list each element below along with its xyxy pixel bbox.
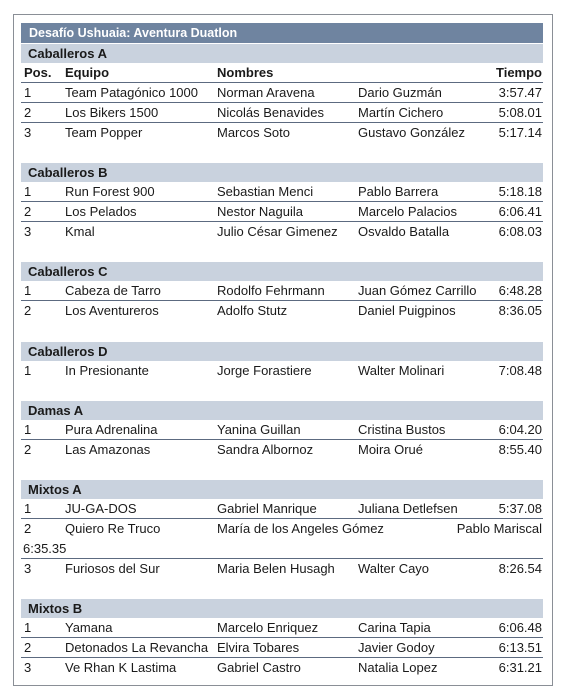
- row-pos: 3: [24, 224, 32, 239]
- row-team: Quiero Re Truco: [65, 521, 161, 536]
- row-name-2: Martín Cichero: [358, 105, 444, 120]
- section-heading: Mixtos A: [21, 480, 543, 499]
- section-heading: Caballeros A: [21, 44, 543, 63]
- section-heading: Caballeros C: [21, 262, 543, 281]
- table-row: [21, 559, 543, 579]
- row-team: Kmal: [65, 224, 95, 239]
- row-time: 5:37.08: [498, 501, 542, 516]
- row-name-2: Pablo Barrera: [358, 184, 439, 199]
- row-pos: 1: [24, 283, 32, 298]
- row-name-2: Juliana Detlefsen: [358, 501, 458, 516]
- row-pos: 2: [24, 521, 32, 536]
- header-time: Tiempo: [496, 65, 542, 80]
- row-name-2: Juan Gómez Carrillo: [358, 283, 477, 298]
- row-pos: 1: [24, 501, 32, 516]
- table-row: [21, 638, 543, 658]
- row-pos: 3: [24, 125, 32, 140]
- row-time: 5:18.18: [498, 184, 542, 199]
- row-team: Cabeza de Tarro: [65, 283, 161, 298]
- table-row: [21, 361, 543, 381]
- section-heading: Caballeros D: [21, 342, 543, 361]
- table-row: [21, 499, 543, 519]
- row-name-1: Yanina Guillan: [217, 422, 301, 437]
- row-time: 6:06.48: [498, 620, 542, 635]
- section-heading: Damas A: [21, 401, 543, 420]
- row-time: 5:17.14: [498, 125, 542, 140]
- row-time: 7:08.48: [498, 363, 542, 378]
- table-row: [21, 658, 543, 678]
- row-pos: 1: [24, 620, 32, 635]
- row-name-2: Walter Cayo: [358, 561, 430, 576]
- row-time: 8:36.05: [498, 303, 542, 318]
- table-row: [21, 182, 543, 202]
- row-name-2: Walter Molinari: [358, 363, 445, 378]
- row-name-1: Maria Belen Husagh: [217, 561, 335, 576]
- table-row: [21, 301, 543, 321]
- table-row: [21, 202, 543, 222]
- table-row: [21, 281, 543, 301]
- row-name-1: Norman Aravena: [217, 85, 315, 100]
- row-name-2: Osvaldo Batalla: [358, 224, 450, 239]
- row-pos: 2: [24, 105, 32, 120]
- row-name-1: Sebastian Menci: [217, 184, 314, 199]
- row-team: Team Popper: [65, 125, 143, 140]
- row-time: 6:13.51: [498, 640, 542, 655]
- row-name-1: Adolfo Stutz: [217, 303, 288, 318]
- header-team: Equipo: [65, 65, 110, 80]
- row-pos: 1: [24, 422, 32, 437]
- table-row: [21, 420, 543, 440]
- row-team: JU-GA-DOS: [65, 501, 137, 516]
- row-name-1: Gabriel Manrique: [217, 501, 317, 516]
- row-time: 6:08.03: [498, 224, 542, 239]
- row-name-2: Gustavo González: [358, 125, 465, 140]
- row-name-2: Pablo Mariscal: [456, 521, 542, 536]
- row-pos: 2: [24, 303, 32, 318]
- table-row: [21, 83, 543, 103]
- row-name-1: Julio César Gimenez: [217, 224, 338, 239]
- header-names: Nombres: [217, 65, 274, 80]
- row-team: Los Bikers 1500: [65, 105, 159, 120]
- header-pos: Pos.: [24, 65, 52, 80]
- row-team: In Presionante: [65, 363, 149, 378]
- row-pos: 1: [24, 184, 32, 199]
- row-time: 6:35.35: [23, 541, 67, 556]
- row-pos: 3: [24, 561, 32, 576]
- section-heading: Caballeros B: [21, 163, 543, 182]
- row-team: Ve Rhan K Lastima: [65, 660, 177, 675]
- row-name-2: Carina Tapia: [358, 620, 431, 635]
- row-name-1: Elvira Tobares: [217, 640, 300, 655]
- row-name-1: Jorge Forastiere: [217, 363, 312, 378]
- row-team: Pura Adrenalina: [65, 422, 158, 437]
- row-name-1: Nestor Naguila: [217, 204, 303, 219]
- row-pos: 2: [24, 204, 32, 219]
- row-name-2: Daniel Puigpinos: [358, 303, 456, 318]
- row-team: Run Forest 900: [65, 184, 155, 199]
- row-team: Los Aventureros: [65, 303, 159, 318]
- row-name-1: Rodolfo Fehrmann: [217, 283, 325, 298]
- row-name-2: Javier Godoy: [358, 640, 435, 655]
- row-name-2: Cristina Bustos: [358, 422, 446, 437]
- section-heading: Mixtos B: [21, 599, 543, 618]
- row-name-1: Marcelo Enriquez: [217, 620, 319, 635]
- row-pos: 2: [24, 442, 32, 457]
- row-team: Team Patagónico 1000: [65, 85, 198, 100]
- row-time: 3:57.47: [498, 85, 542, 100]
- row-time: 5:08.01: [498, 105, 542, 120]
- table-row: [21, 618, 543, 638]
- row-team: Yamana: [65, 620, 113, 635]
- row-team: Las Amazonas: [65, 442, 151, 457]
- row-name-2: Natalia Lopez: [358, 660, 438, 675]
- row-team: Furiosos del Sur: [65, 561, 160, 576]
- row-name-1: Sandra Albornoz: [217, 442, 314, 457]
- table-row: [21, 519, 543, 559]
- row-name-1: Marcos Soto: [217, 125, 290, 140]
- table-row: [21, 103, 543, 123]
- row-time: 8:55.40: [498, 442, 542, 457]
- row-pos: 3: [24, 660, 32, 675]
- row-pos: 1: [24, 85, 32, 100]
- row-time: 6:31.21: [498, 660, 542, 675]
- row-time: 8:26.54: [498, 561, 542, 576]
- row-pos: 1: [24, 363, 32, 378]
- row-team: Los Pelados: [65, 204, 137, 219]
- row-name-1: Gabriel Castro: [217, 660, 301, 675]
- row-name-2: Dario Guzmán: [358, 85, 442, 100]
- row-pos: 2: [24, 640, 32, 655]
- row-name-2: Marcelo Palacios: [358, 204, 457, 219]
- table-title: Desafío Ushuaia: Aventura Duatlon: [21, 23, 543, 43]
- row-time: 6:48.28: [498, 283, 542, 298]
- table-row: [21, 440, 543, 460]
- column-header-row: [21, 63, 543, 83]
- table-row: [21, 123, 543, 143]
- row-time: 6:04.20: [498, 422, 542, 437]
- table-row: [21, 222, 543, 242]
- row-name-1: María de los Angeles Gómez: [217, 521, 384, 536]
- row-name-2: Moira Orué: [358, 442, 424, 457]
- row-time: 6:06.41: [498, 204, 542, 219]
- row-team: Detonados La Revancha: [65, 640, 209, 655]
- row-name-1: Nicolás Benavides: [217, 105, 324, 120]
